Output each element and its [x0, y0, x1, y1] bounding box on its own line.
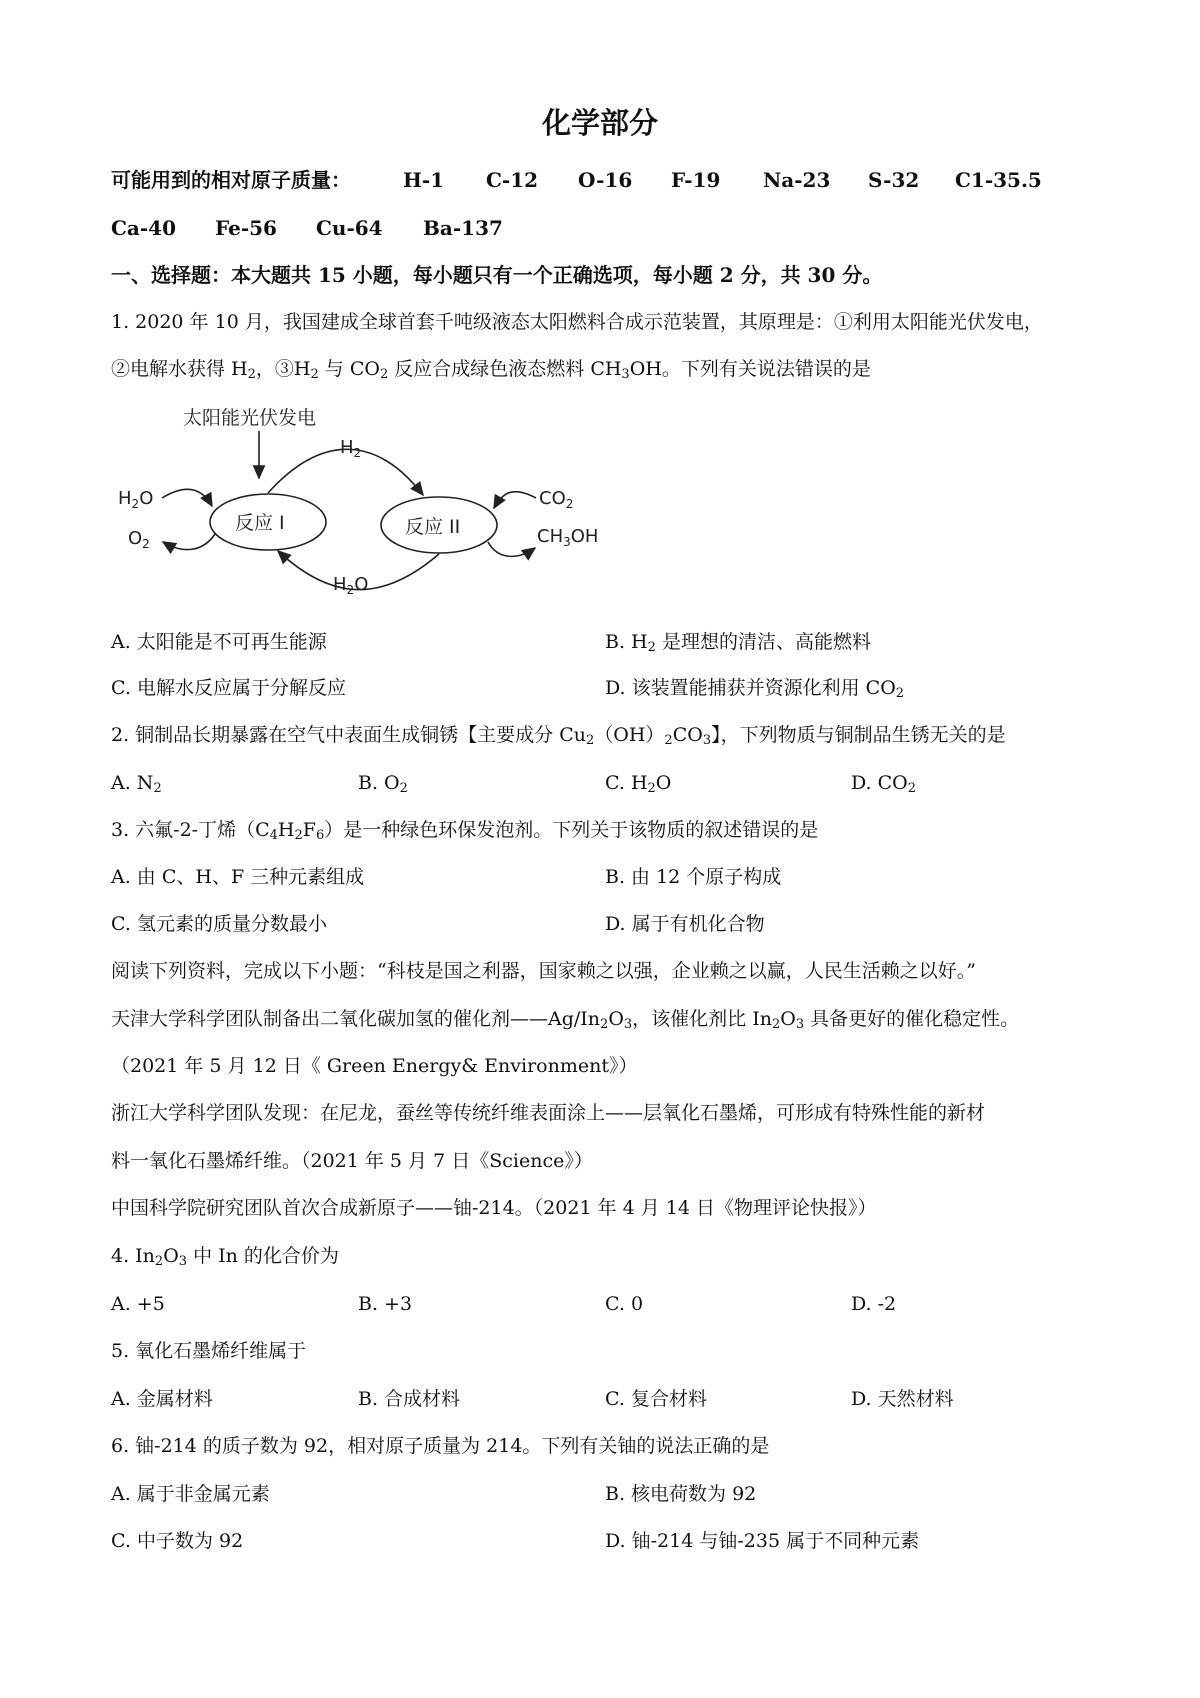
- q4-option-a: A. +5: [111, 1293, 165, 1315]
- section-heading: 一、选择题：本大题共 15 小题，每小题只有一个正确选项，每小题 2 分，共 30 分。: [111, 263, 883, 287]
- o2-out-arrow: [163, 534, 215, 550]
- q4-text: 4. $In_2O_3$ 中 In 的化合价为: [111, 1245, 339, 1269]
- q3-option-a: A. 由 C、H、F 三种元素组成: [111, 866, 365, 888]
- reaction-diagram: [118, 402, 618, 602]
- q2-option-c: C. $H_2O$: [605, 772, 672, 796]
- q5-option-c: C. 复合材料: [605, 1388, 707, 1410]
- q5-option-d: D. 天然材料: [851, 1388, 954, 1410]
- co2-label: $CO_2$: [539, 488, 574, 511]
- reading-line2: 天津大学科学团队制备出二氧化碳加氢的催化剂$——Ag/In_2O_3$，该催化剂比 $In_2O_3$ 具备更好的催化稳定性。: [111, 1008, 1020, 1032]
- q4-option-b: B. +3: [358, 1293, 413, 1315]
- reaction1-label: 反应 I: [235, 512, 285, 534]
- h2o-bottom-label: $H_2O$: [333, 574, 369, 597]
- q6-option-d: D. 铀-214 与铀-235 属于不同种元素: [605, 1530, 920, 1552]
- q3-option-d: D. 属于有机化合物: [605, 913, 765, 935]
- q2-option-a: A. $N_2$: [111, 772, 162, 796]
- atomic-mass-fe: Fe-56: [215, 216, 277, 240]
- reading-line4: 浙江大学科学团队发现：在尼龙，蚕丝等传统纤维表面涂上——层氧化石墨烯，可形成有特殊性能的新材: [111, 1102, 986, 1124]
- o2-left-label: $O_2$: [128, 528, 150, 551]
- reading-line1: 阅读下列资料，完成以下小题：“科枝是国之利器，国家赖之以强，企业赖之以赢，人民生活赖之以好。”: [111, 960, 976, 982]
- page-title: 化学部分: [541, 106, 658, 140]
- atomic-mass-cu: Cu-64: [316, 216, 383, 240]
- q6-option-c: C. 中子数为 92: [111, 1530, 244, 1552]
- q1-option-a: A. 太阳能是不可再生能源: [111, 631, 327, 653]
- reading-line3: （2021 年 5 月 12 日《 Green Energy& Environment》）: [111, 1055, 638, 1077]
- co2-in-arrow: [494, 492, 536, 508]
- q1-option-d: D. 该装置能捕获并资源化利用 $CO_2$: [605, 677, 905, 701]
- q2-option-d: D. $CO_2$: [851, 772, 917, 796]
- q3-text: 3. 六氟-2-丁烯$(C_4H_2F_6)$是一种绿色环保发泡剂。下列关于该物质的叙述错误的是: [111, 819, 819, 843]
- atomic-mass-s: S-32: [868, 168, 920, 192]
- q4-option-d: D. -2: [851, 1293, 897, 1315]
- q6-option-a: A. 属于非金属元素: [111, 1483, 270, 1505]
- q4-option-c: C. 0: [605, 1293, 644, 1315]
- ch3oh-out-arrow: [488, 542, 535, 556]
- atomic-mass-ba: Ba-137: [423, 216, 503, 240]
- q1-option-c: C. 电解水反应属于分解反应: [111, 677, 346, 699]
- q6-text: 6. 铀-214 的质子数为 92，相对原子质量为 214。下列有关铀的说法正确的是: [111, 1435, 770, 1457]
- q1-line2: ②电解水获得 $H_2$，$③H_2$ 与 $CO_2$ 反应合成绿色液态燃料 $CH_3OH$。下列有关说法错误的是: [111, 358, 871, 382]
- h2o-left-label: $H_2O$: [118, 488, 154, 511]
- atomic-mass-f: F-19: [671, 168, 721, 192]
- atomic-mass-ca: Ca-40: [111, 216, 177, 240]
- ch3oh-label: $CH_3OH$: [537, 526, 599, 549]
- reaction2-label: 反应 II: [405, 516, 461, 538]
- atomic-mass-cl: C1-35.5: [955, 168, 1042, 192]
- reading-line6: 中国科学院研究团队首次合成新原子——铀-214。（2021 年 4 月 14 日《物理评论快报》）: [111, 1197, 877, 1219]
- q5-text: 5. 氧化石墨烯纤维属于: [111, 1340, 307, 1362]
- q3-option-c: C. 氢元素的质量分数最小: [111, 913, 327, 935]
- q3-option-b: B. 由 12 个原子构成: [605, 866, 782, 888]
- q2-option-b: B. $O_2$: [358, 772, 408, 796]
- q1-option-b: B. $H_2$ 是理想的清洁、高能燃料: [605, 631, 871, 655]
- atomic-mass-na: Na-23: [763, 168, 831, 192]
- atomic-mass-o: O-16: [578, 168, 633, 192]
- q1-line1: 1. 2020 年 10 月，我国建成全球首套千吨级液态太阳燃料合成示范装置，其原理是：①利用太阳能光伏发电，: [111, 311, 1043, 333]
- h2-label: $H_2$: [340, 437, 362, 460]
- reading-line5: 料一氧化石墨烯纤维。（2021 年 5 月 7 日《Science》）: [111, 1150, 593, 1172]
- atomic-mass-h: H-1: [403, 168, 445, 192]
- h2o-in-arrow: [162, 489, 212, 506]
- q5-option-b: B. 合成材料: [358, 1388, 461, 1410]
- solar-power-label: 太阳能光伏发电: [183, 407, 317, 429]
- q6-option-b: B. 核电荷数为 92: [605, 1483, 757, 1505]
- q2-text: 2. 铜制品长期暴露在空气中表面生成铜锈【主要成分 $Cu_2(OH)_2CO_3$】，下列物质与铜制品生锈无关的是: [111, 724, 1006, 748]
- atomic-mass-label: 可能用到的相对原子质量：: [111, 168, 351, 192]
- atomic-mass-c: C-12: [486, 168, 539, 192]
- q5-option-a: A. 金属材料: [111, 1388, 213, 1410]
